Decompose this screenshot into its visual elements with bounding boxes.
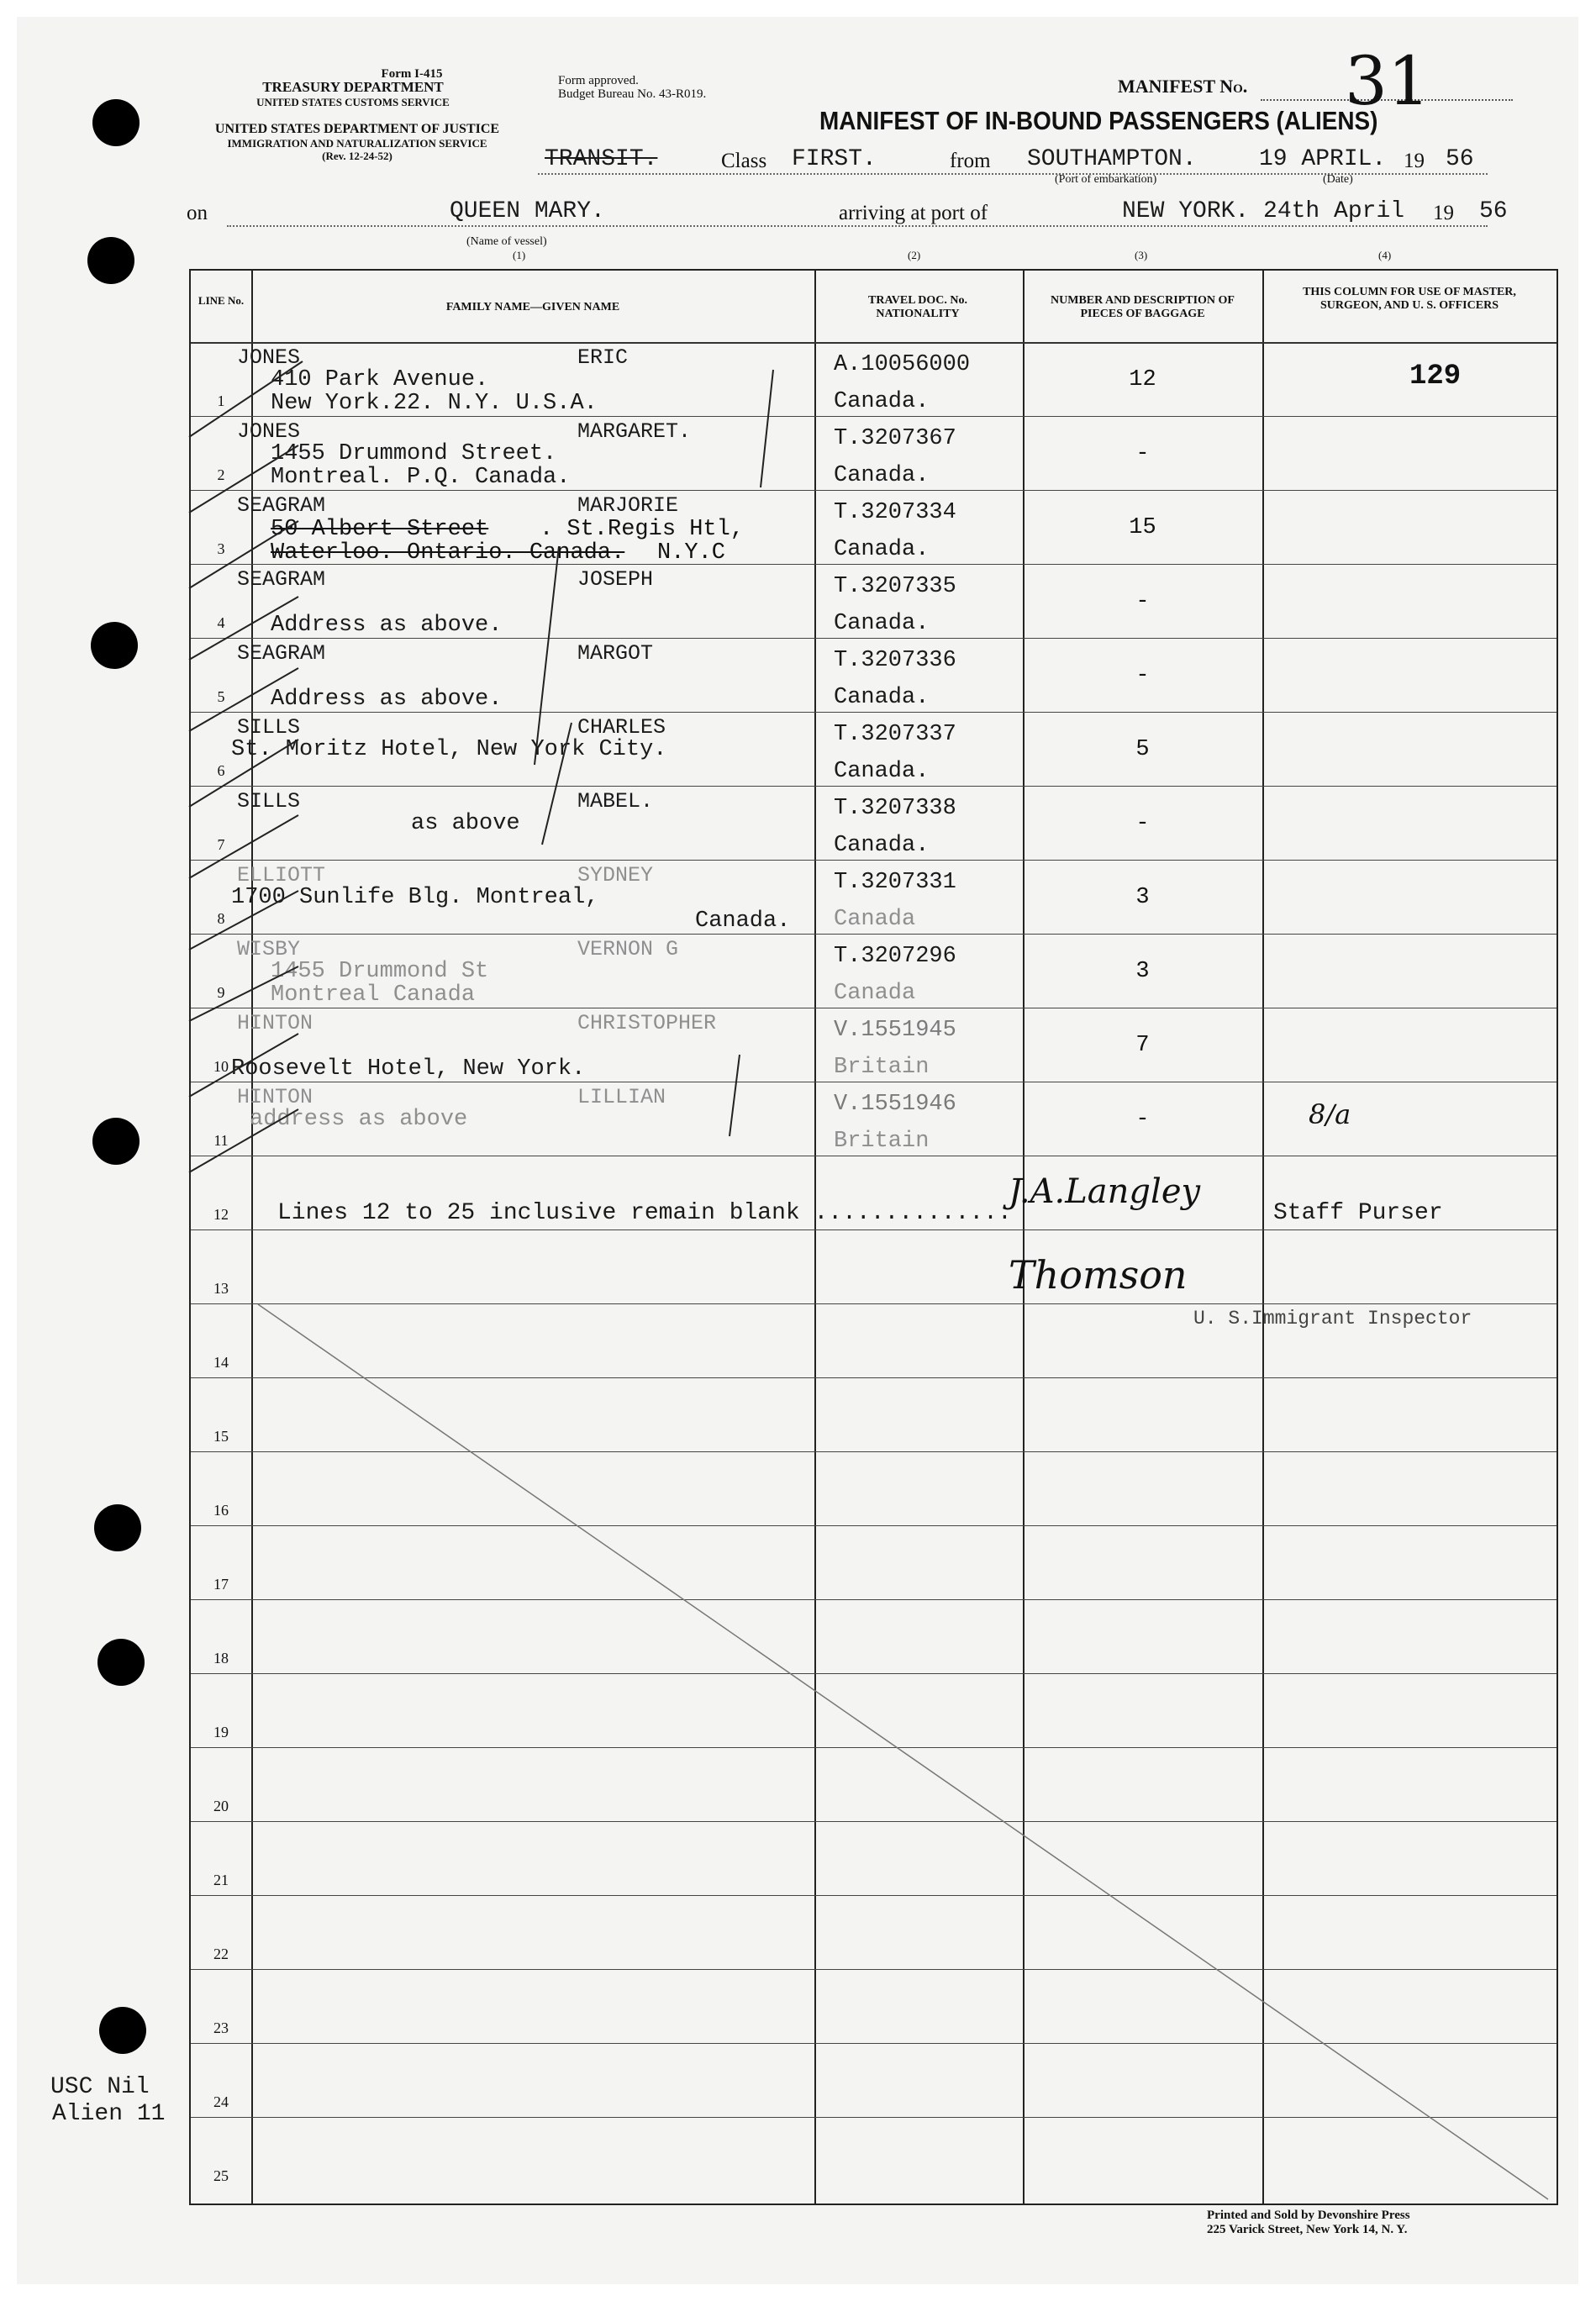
nationality: Canada.: [834, 611, 930, 636]
vessel-caption: (Name of vessel): [466, 235, 547, 248]
address-line-2: Address as above.: [271, 613, 503, 638]
transit-label: TRANSIT.: [545, 146, 658, 172]
address-line-1: 1455 Drummond St: [271, 959, 489, 984]
row-number: 25: [213, 2167, 229, 2184]
address-line-2: Address as above.: [271, 687, 503, 712]
vessel-name: QUEEN MARY.: [450, 198, 605, 224]
travel-doc-number: T.3207334: [834, 500, 956, 525]
family-name: SEAGRAM: [237, 567, 326, 592]
travel-doc-number: T.3207335: [834, 574, 956, 599]
manifest-title: MANIFEST OF IN-BOUND PASSENGERS (ALIENS): [819, 106, 1378, 135]
header-officers: THIS COLUMN FOR USE OF MASTER, SURGEON, AND U. S. OFFICERS: [1303, 286, 1516, 312]
nationality: Canada.: [834, 833, 930, 858]
baggage-count: 3: [1135, 959, 1150, 984]
from-value: SOUTHAMPTON.: [1027, 146, 1197, 172]
row-number: 9: [217, 984, 225, 1001]
row-number: 13: [213, 1280, 229, 1297]
revision: (Rev. 12-24-52): [322, 150, 392, 162]
travel-doc-number: T.3207338: [834, 796, 956, 821]
margin-alien: Alien 11: [52, 2101, 166, 2127]
travel-doc-number: V.1551945: [834, 1018, 956, 1043]
row-number: 8: [217, 910, 225, 927]
printer-line-1: Printed and Sold by Devonshire Press: [1207, 2209, 1410, 2222]
col-num-1: (1): [513, 249, 526, 261]
header-line-no: LINE No.: [198, 294, 245, 307]
family-name: JONES: [237, 345, 301, 370]
row-number: 2: [217, 466, 225, 483]
given-name: VERNON G: [577, 937, 679, 961]
row-number: 10: [213, 1058, 229, 1075]
row-number: 15: [213, 1428, 229, 1445]
row-number: 18: [213, 1650, 229, 1667]
address-line-2: Montreal Canada: [271, 982, 476, 1008]
arrival-year-prefix: 19: [1433, 202, 1454, 224]
baggage-count: -: [1135, 663, 1150, 688]
travel-doc-number: A.10056000: [834, 352, 971, 377]
family-name: HINTON: [237, 1085, 313, 1109]
family-name: SEAGRAM: [237, 641, 326, 666]
baggage-count: 5: [1135, 737, 1150, 762]
row-number: 20: [213, 1798, 229, 1814]
travel-doc-number: T.3207337: [834, 722, 956, 747]
nationality: Canada.: [834, 759, 930, 784]
officer-note: 129: [1409, 361, 1462, 392]
immigrant-inspector: U. S.Immigrant Inspector: [1193, 1308, 1472, 1330]
nationality: Canada: [834, 907, 916, 932]
address-line-1: 410 Park Avenue.: [271, 367, 489, 392]
nationality: Britain: [834, 1129, 930, 1154]
row-number: 17: [213, 1576, 229, 1593]
row-number: 23: [213, 2019, 229, 2036]
address-line-1: St. Moritz Hotel, New York City.: [231, 737, 667, 762]
baggage-count: -: [1135, 1107, 1150, 1132]
staff-purser: Staff Purser: [1273, 1200, 1443, 1226]
given-name: CHARLES: [577, 715, 666, 740]
nationality: Canada.: [834, 463, 930, 488]
inspector-signature: Thomson: [1009, 1252, 1188, 1298]
given-name: SYDNEY: [577, 863, 654, 887]
form-number: Form I-415: [381, 67, 443, 81]
travel-doc-number: T.3207296: [834, 944, 956, 969]
address-line-1: 1700 Sunlife Blg. Montreal,: [231, 885, 599, 910]
family-name: ELLIOTT: [237, 863, 326, 887]
address-line-1: 1455 Drummond Street.: [271, 441, 557, 466]
address-line-1: as above: [411, 811, 520, 836]
travel-doc-number: T.3207336: [834, 648, 956, 673]
baggage-count: -: [1135, 811, 1150, 836]
address-line-2: Canada.: [695, 908, 791, 934]
travel-doc-number: T.3207331: [834, 870, 956, 895]
col-num-3: (3): [1135, 249, 1148, 261]
row-number: 4: [217, 614, 225, 631]
address-line-2: New York.22. N.Y. U.S.A.: [271, 391, 598, 416]
embark-caption: (Port of embarkation): [1055, 173, 1157, 186]
given-name: ERIC: [577, 345, 629, 370]
row-number: 14: [213, 1354, 229, 1371]
address-struck: 50 Albert Street: [271, 517, 489, 542]
class-label: Class: [721, 150, 767, 172]
manifest-number-label: MANIFEST No.: [1118, 76, 1248, 97]
nationality: Canada.: [834, 537, 930, 562]
manifest-number: 31: [1345, 42, 1430, 120]
baggage-count: 15: [1129, 515, 1156, 540]
address-line-2: N.Y.C: [657, 540, 726, 566]
row-number: 6: [217, 762, 225, 779]
date-value: 19 APRIL.: [1259, 146, 1387, 172]
customs-service: UNITED STATES CUSTOMS SERVICE: [256, 96, 450, 108]
address-line-2: Roosevelt Hotel, New York.: [231, 1056, 586, 1082]
doj-heading: UNITED STATES DEPARTMENT OF JUSTICE: [214, 122, 500, 136]
on-label: on: [187, 202, 208, 224]
row-number: 3: [217, 540, 225, 557]
officer-mark: 8/a: [1309, 1098, 1351, 1130]
given-name: CHRISTOPHER: [577, 1011, 717, 1035]
nationality: Britain: [834, 1055, 930, 1080]
address-line-1: . St.Regis Htl,: [540, 517, 745, 542]
baggage-count: 7: [1135, 1033, 1150, 1058]
printer-line-2: 225 Varick Street, New York 14, N. Y.: [1207, 2223, 1408, 2236]
address-line-2: Montreal. P.Q. Canada.: [271, 465, 571, 490]
row-number: 21: [213, 1872, 229, 1888]
row-number: 19: [213, 1724, 229, 1740]
treasury-dept: TREASURY DEPARTMENT: [262, 79, 444, 95]
nationality: Canada.: [834, 685, 930, 710]
remain-blank-note: Lines 12 to 25 inclusive remain blank ..............: [277, 1200, 1012, 1226]
travel-doc-number: T.3207367: [834, 426, 956, 451]
margin-usc: USC Nil: [50, 2074, 150, 2100]
family-name: SILLS: [237, 789, 301, 814]
col-num-2: (2): [908, 249, 921, 261]
baggage-count: 12: [1129, 367, 1156, 392]
budget-bureau: Budget Bureau No. 43-R019.: [558, 87, 707, 101]
family-name: JONES: [237, 419, 301, 444]
nationality: Canada.: [834, 389, 930, 414]
header-name: FAMILY NAME—GIVEN NAME: [445, 301, 620, 313]
from-label: from: [950, 150, 991, 172]
given-name: MARGARET.: [577, 419, 692, 444]
row-number: 16: [213, 1502, 229, 1519]
arrival-port-date: NEW YORK. 24th April: [1122, 198, 1405, 224]
family-name: SILLS: [237, 715, 301, 740]
row-number: 12: [213, 1206, 229, 1223]
arrival-year: 56: [1479, 198, 1508, 224]
family-name: HINTON: [237, 1011, 313, 1035]
date-caption: (Date): [1323, 173, 1353, 186]
given-name: MARJORIE: [577, 493, 679, 518]
nationality: Canada: [834, 981, 916, 1006]
baggage-count: 3: [1135, 885, 1150, 910]
header-baggage: NUMBER AND DESCRIPTION OF PIECES OF BAGGAGE: [1051, 294, 1235, 320]
header-doc: TRAVEL DOC. No. NATIONALITY: [868, 294, 967, 320]
col-num-4: (4): [1378, 249, 1392, 261]
row-number: 24: [213, 2093, 229, 2110]
purser-signature: J.A.Langley: [1009, 1172, 1201, 1211]
baggage-count: -: [1135, 441, 1150, 466]
row-number: 1: [217, 392, 225, 409]
given-name: JOSEPH: [577, 567, 654, 592]
ins-heading: IMMIGRATION AND NATURALIZATION SERVICE: [227, 137, 487, 150]
family-name: SEAGRAM: [237, 493, 326, 518]
row-number: 11: [213, 1132, 229, 1149]
arriving-label: arriving at port of: [839, 202, 988, 224]
row-number: 22: [213, 1946, 229, 1962]
year-value: 56: [1446, 146, 1474, 172]
given-name: MARGOT: [577, 641, 654, 666]
class-value: FIRST.: [792, 146, 877, 172]
row-number: 5: [217, 688, 225, 705]
travel-doc-number: V.1551946: [834, 1092, 956, 1117]
address-struck: Waterloo. Ontario. Canada.: [271, 540, 625, 566]
given-name: LILLIAN: [577, 1085, 666, 1109]
form-approved: Form approved.: [558, 74, 639, 87]
baggage-count: -: [1135, 589, 1150, 614]
year-prefix: 19: [1404, 150, 1425, 172]
address-line-1: address as above: [250, 1107, 468, 1132]
given-name: MABEL.: [577, 789, 654, 814]
row-number: 7: [217, 836, 225, 853]
family-name: WISBY: [237, 937, 301, 961]
